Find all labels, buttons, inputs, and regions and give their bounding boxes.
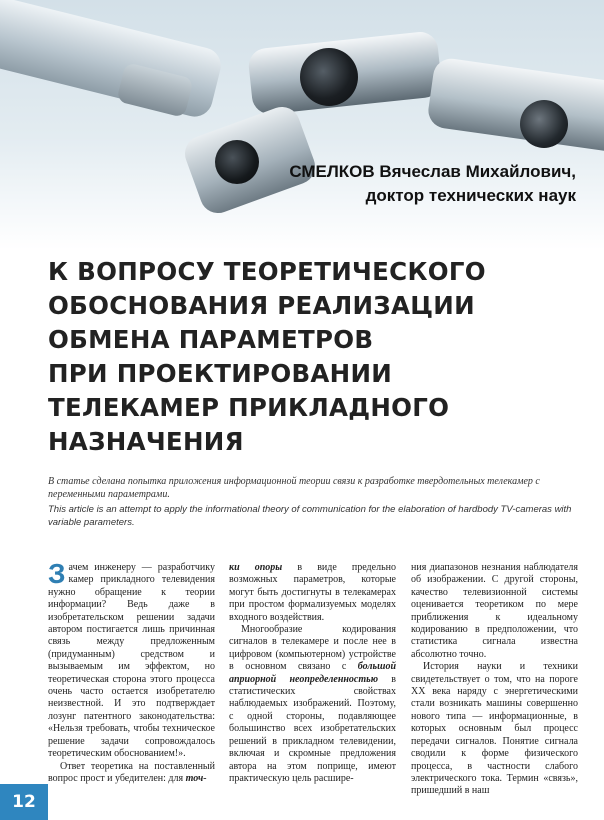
title-line: ТЕЛЕКАМЕР ПРИКЛАДНОГО: [48, 393, 450, 422]
paragraph-text: Многообразие кодирования сигналов в телекамере и после нее в цифровом (компьютерном) устройстве в основном связано с: [229, 624, 396, 673]
paragraph: История науки и техники свидетельствует о том, что на пороге XX века наряду с энергетическими стали возникать машины совершенно нового типа — информационные, в которых основным был процесс передачи сигналов. Понятие сигнала сводили к форме физического процесса, в частности слабого электрического тока. Термин «связь», пришедший в наш: [411, 661, 578, 797]
title-line: ОБМЕНА ПАРАМЕТРОВ: [48, 325, 374, 354]
paragraph: [229, 624, 396, 785]
body-column-1: [48, 558, 215, 785]
camera-lens-center: [300, 48, 358, 106]
paragraph: ния диапазонов незнания наблюдателя об изображении. С другой стороны, качество телевизионной системы оценивается теоретиком по мере приближения к идеальному кодированию в предположении, что статистика сигнала известна абсолютно точно.: [411, 562, 578, 660]
camera-lens-right: [520, 100, 568, 148]
paragraph: [48, 761, 215, 786]
header-photo-cctv-cameras: [0, 0, 604, 250]
camera-housing-right: [426, 56, 604, 153]
title-line: ПРИ ПРОЕКТИРОВАНИИ: [48, 359, 393, 388]
title-line: К ВОПРОСУ ТЕОРЕТИЧЕСКОГО: [48, 257, 486, 286]
body-column-2: [229, 562, 396, 785]
title-line: ОБОСНОВАНИЯ РЕАЛИЗАЦИИ: [48, 291, 475, 320]
emphasis-text: ки опоры: [229, 562, 283, 573]
page-number: 12: [12, 792, 36, 812]
paragraph-text: в виде предельно возможных параметров, которые могут быть достигнуты в телекамерах при простом формализуемых моделях входного воздействия.: [229, 562, 396, 623]
emphasis-text: большой априорной неопределенностью: [229, 661, 396, 685]
author-name: СМЕЛКОВ Вячеслав Михайлович,: [289, 162, 576, 181]
author-block: [289, 160, 576, 208]
body-column-3: [411, 562, 578, 798]
title-line: НАЗНАЧЕНИЯ: [48, 427, 244, 456]
paragraph: [48, 558, 215, 761]
author-degree: доктор технических наук: [365, 186, 576, 205]
paragraph-text: ачем инженеру — разработчику камер прикладного телевидения нужно обращение к теории информации? Ведь даже в изобретательском решении задачи автором постигается лишь причинная связь между предложенным (придуманным) средством и вызываемым им эффектом, но теоретическая сторона этого процесса очень часто остается изобретателю неизвестной. И это подтверждает лозунг патентного законодательства: «Нельзя требовать, чтобы техническое решение задачи сопровождалось теоретическим обоснованием!».: [48, 562, 215, 760]
abstract-russian: В статье сделана попытка приложения информационной теории связи к разработке твердотельных телекамер с переменными параметрами.: [48, 476, 540, 500]
emphasis-text: точ-: [185, 772, 207, 784]
paragraph-text: в статистических свойствах наблюдаемых изображений. Поэтому, с одной стороны, подавляющее большинство всех изобретательских решений в прикладном телевидении, включая и скромные предложения автора на этом поприще, имеют практическую цель расшире-: [229, 673, 396, 784]
paragraph-text: Ответ теоретика на поставленный вопрос прост и убедителен: для: [48, 760, 215, 784]
paragraph: [229, 562, 396, 624]
article-title: [48, 255, 588, 459]
camera-housing-left: [0, 0, 225, 120]
camera-lens-lower: [215, 140, 259, 184]
drop-cap: З: [48, 558, 66, 589]
abstract-english: This article is an attempt to apply the informational theory of communication for the elaboration of hardbody TV-cameras with variable parameters.: [48, 504, 572, 528]
